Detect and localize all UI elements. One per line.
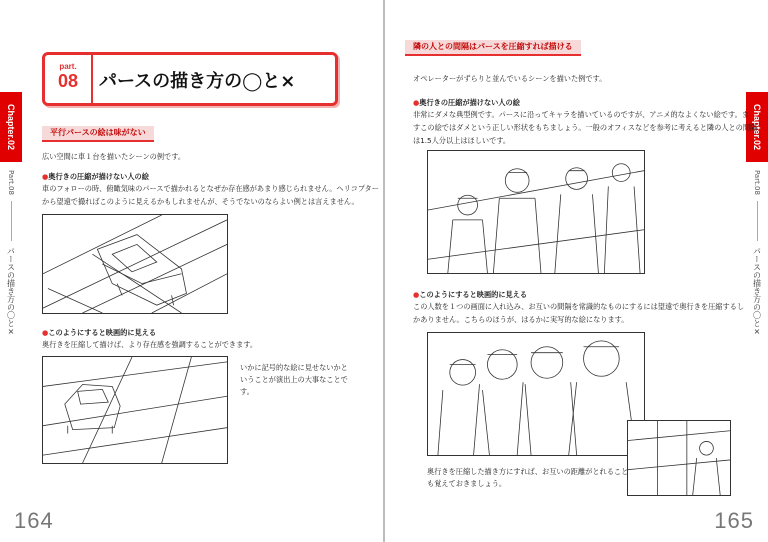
right-page: [385, 0, 768, 542]
page-number: 164: [14, 508, 54, 533]
section-heading: 隣の人との間隔はパースを圧縮すれば描ける: [405, 40, 581, 56]
left-side-tab: [0, 92, 22, 336]
bad-operators-sketch: [427, 150, 645, 274]
good-example-heading: ●このようにすると映画的に見える: [42, 328, 157, 337]
good-example-heading: ●このようにすると映画的に見える: [413, 290, 528, 299]
bad-car-sketch: [42, 214, 228, 314]
good-example-text: この人数を１つの画面に入れ込み、お互いの間隔を常識的なものにするには望遠で奥行きを圧縮するし かありません。こちらのほうが、はるかに実写的な絵になります。: [413, 302, 745, 324]
bad-example-heading: ●奥行きの圧縮が描けない人の絵: [42, 172, 149, 181]
inset-window-sketch: [627, 420, 731, 496]
side-title: パースの描き方の〇と×: [752, 246, 762, 336]
intro-text: 広い空間に車１台を描いたシーンの例です。: [42, 152, 186, 161]
page-title: パースの描き方の◯と×: [99, 71, 296, 92]
chapter-tab: Chapter.02: [746, 92, 768, 162]
side-divider: [11, 201, 12, 241]
side-part-label: Part.08: [7, 170, 15, 195]
part-title-box: [42, 52, 338, 106]
left-page: [0, 0, 383, 542]
side-note: いかに記号的な絵に見せないかと いうことが演出上の大事なことで す。: [240, 363, 348, 396]
part-label: part.: [59, 62, 77, 71]
bullet-icon: ●: [413, 290, 420, 299]
good-example-text: 奥行きを圧縮して描けば、より存在感を強調することができます。: [42, 340, 258, 349]
good-operators-sketch: [427, 332, 645, 456]
bad-example-text: 車のフォローの時、俯瞰気味のパースで描かれるとなぜか存在感があまり感じられません。ヘリコプター から望遠で撮ればこのように見えるかもしれませんが、そうでないのならよい例とは言えません。: [42, 184, 379, 206]
good-car-sketch: [42, 356, 228, 464]
side-divider: [757, 201, 758, 241]
chapter-tab: Chapter.02: [0, 92, 22, 162]
bullet-icon: ●: [42, 328, 49, 337]
intro-text: オペレーターがずらりと並んでいるシーンを描いた例です。: [413, 74, 607, 83]
bad-example-text: 非常にダメな典型例です。パースに沿ってキャラを描いているのですが、アニメ的なよくない絵です。ま すこの絵ではダメという正しい形状をもちましょう。一般のオフィスなどを参考に考えると隣の人との間隔 は1.5人分以上はほしいです。: [413, 110, 758, 145]
page-number: 165: [714, 508, 754, 533]
bullet-icon: ●: [42, 172, 49, 181]
side-part-label: Part.08: [753, 170, 761, 195]
figure-caption: 奥行きを圧縮した描き方にすれば、お互いの距離がとれること も覚えておきましょう。: [427, 467, 629, 488]
bullet-icon: ●: [413, 98, 420, 107]
side-title: パースの描き方の〇と×: [6, 246, 16, 336]
bad-example-heading: ●奥行きの圧縮が描けない人の絵: [413, 98, 520, 107]
section-heading: 平行パースの絵は味がない: [42, 126, 154, 142]
part-number: 08: [57, 71, 79, 91]
part-badge: [45, 55, 93, 103]
